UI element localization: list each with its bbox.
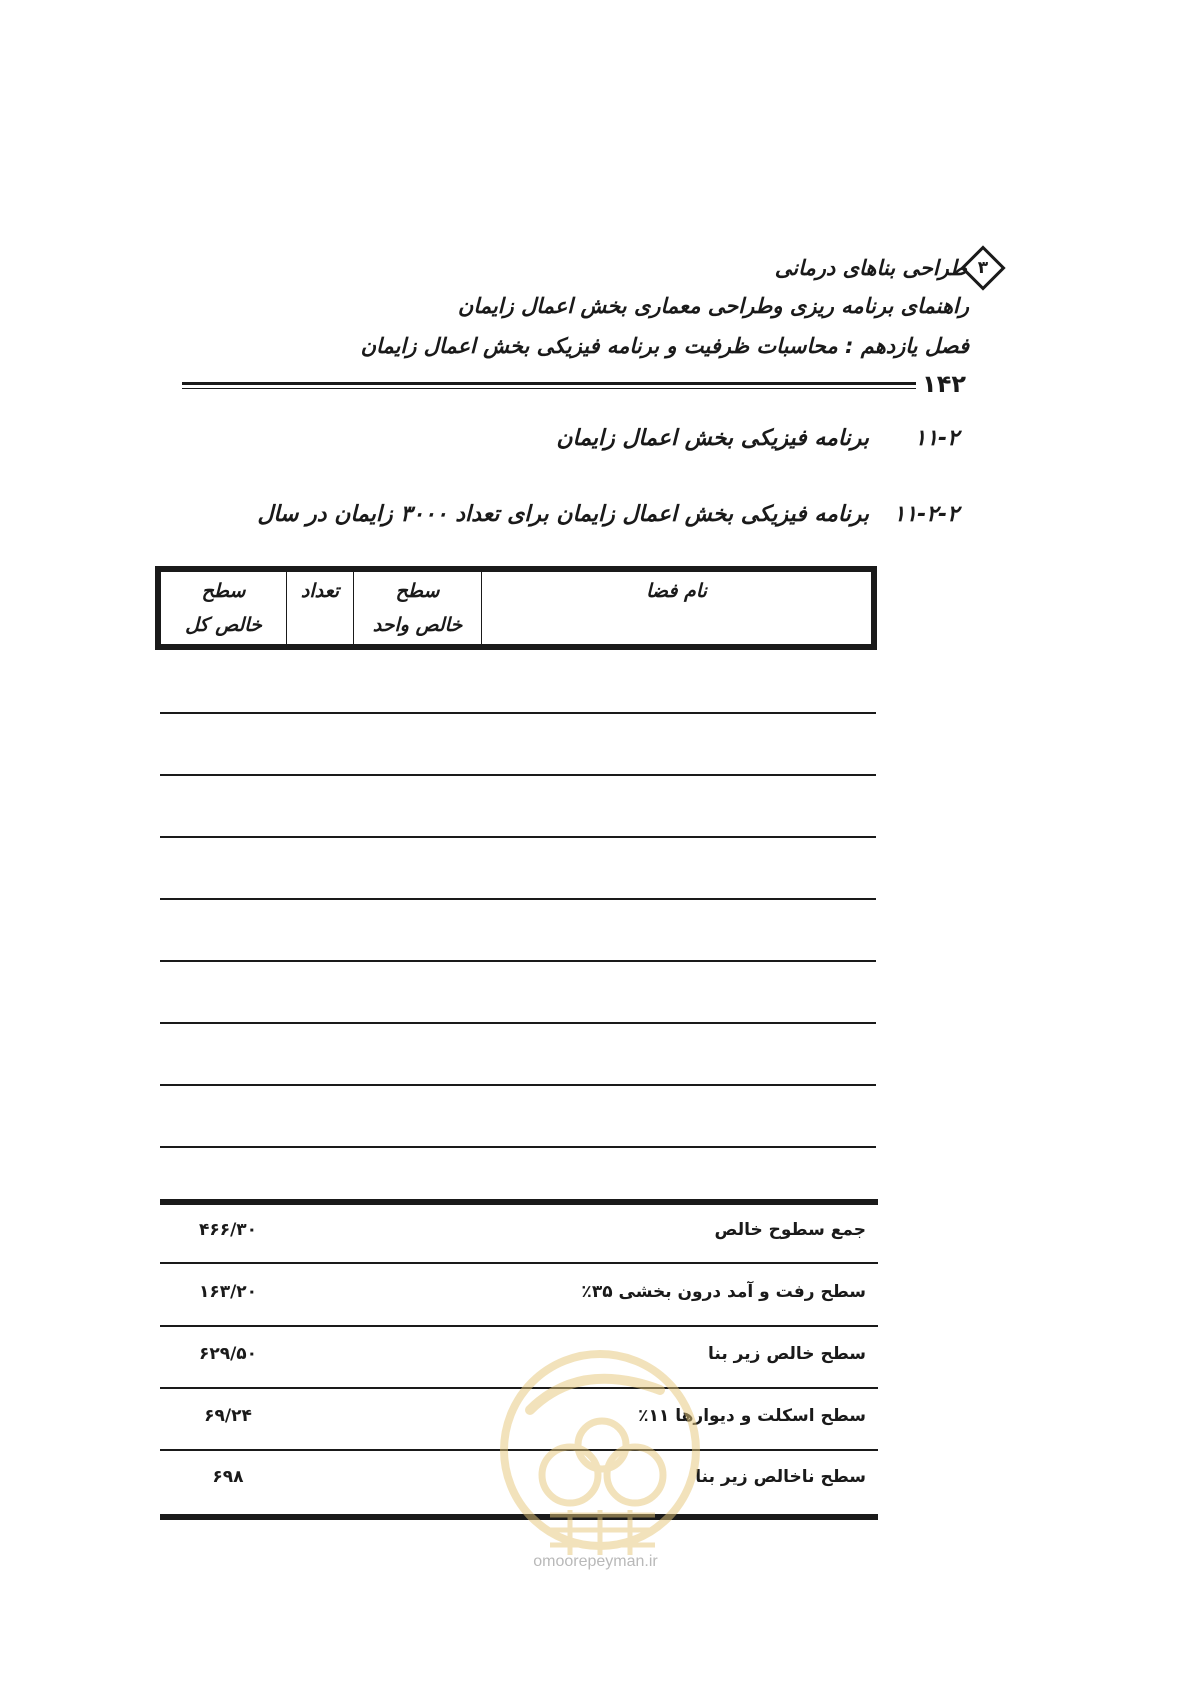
column-header-count <box>287 572 354 644</box>
section-number: ۱۱-۲ <box>914 426 959 451</box>
space-table-header <box>155 566 877 650</box>
column-header-space-name <box>482 572 871 644</box>
table-row-rule <box>160 1022 876 1024</box>
column-header-line: تعداد <box>300 580 340 602</box>
page-number: ۱۴۲ <box>922 370 966 398</box>
total-label: سطح ناخالص زیر بنا <box>695 1467 866 1487</box>
total-label: سطح اسکلت و دیوارها ۱۱٪ <box>638 1406 866 1426</box>
total-value: ۴۶۶/۳۰ <box>198 1220 258 1240</box>
table-row-rule <box>160 960 876 962</box>
watermark-url: omoorepeyman.ir <box>533 1553 658 1570</box>
volume-badge <box>960 245 1005 290</box>
column-header-unit-net-area <box>354 572 482 644</box>
table-row-rule <box>160 1084 876 1086</box>
total-value: ۶۹/۲۴ <box>204 1406 252 1426</box>
volume-number: ۳ <box>977 258 989 278</box>
total-value: ۶۲۹/۵۰ <box>198 1344 258 1364</box>
table-row-rule <box>160 712 876 714</box>
total-label: سطح خالص زیر بنا <box>708 1344 866 1364</box>
total-value: ۱۶۳/۲۰ <box>198 1282 258 1302</box>
column-header-total-net-area <box>161 572 287 644</box>
section-title: برنامه فیزیکی بخش اعمال زایمان <box>556 426 869 451</box>
table-row-rule <box>160 836 876 838</box>
totals-row-rule <box>160 1262 878 1264</box>
table-row-rule <box>160 898 876 900</box>
total-label: سطح رفت و آمد درون بخشی ۳۵٪ <box>581 1282 866 1302</box>
column-header-line: سطح <box>395 580 440 602</box>
subsection-number: ۱۱-۲-۲ <box>893 502 959 527</box>
column-header-line: خالص واحد <box>372 614 463 636</box>
table-row-rule <box>160 1146 876 1148</box>
subsection-title: برنامه فیزیکی بخش اعمال زایمان برای تعداد ۳۰۰۰ زایمان در سال <box>257 502 869 527</box>
total-value: ۶۹۸ <box>212 1467 244 1487</box>
table-row-rule <box>160 774 876 776</box>
chapter-title: فصل یازدهم : محاسبات ظرفیت و برنامه فیزیکی بخش اعمال زایمان <box>360 334 969 358</box>
total-label: جمع سطوح خالص <box>714 1220 866 1240</box>
book-title: طراحی بناهای درمانی <box>774 256 967 280</box>
column-header-line: نام فضا <box>646 580 707 602</box>
header-rule <box>182 382 916 389</box>
column-header-line: خالص کل <box>185 614 262 636</box>
column-header-line: سطح <box>201 580 246 602</box>
totals-row-rule <box>160 1325 878 1327</box>
watermark-seal-icon <box>490 1340 710 1570</box>
totals-top-rule <box>160 1199 878 1205</box>
book-subtitle: راهنمای برنامه ریزی وطراحی معماری بخش اعمال زایمان <box>457 294 969 318</box>
